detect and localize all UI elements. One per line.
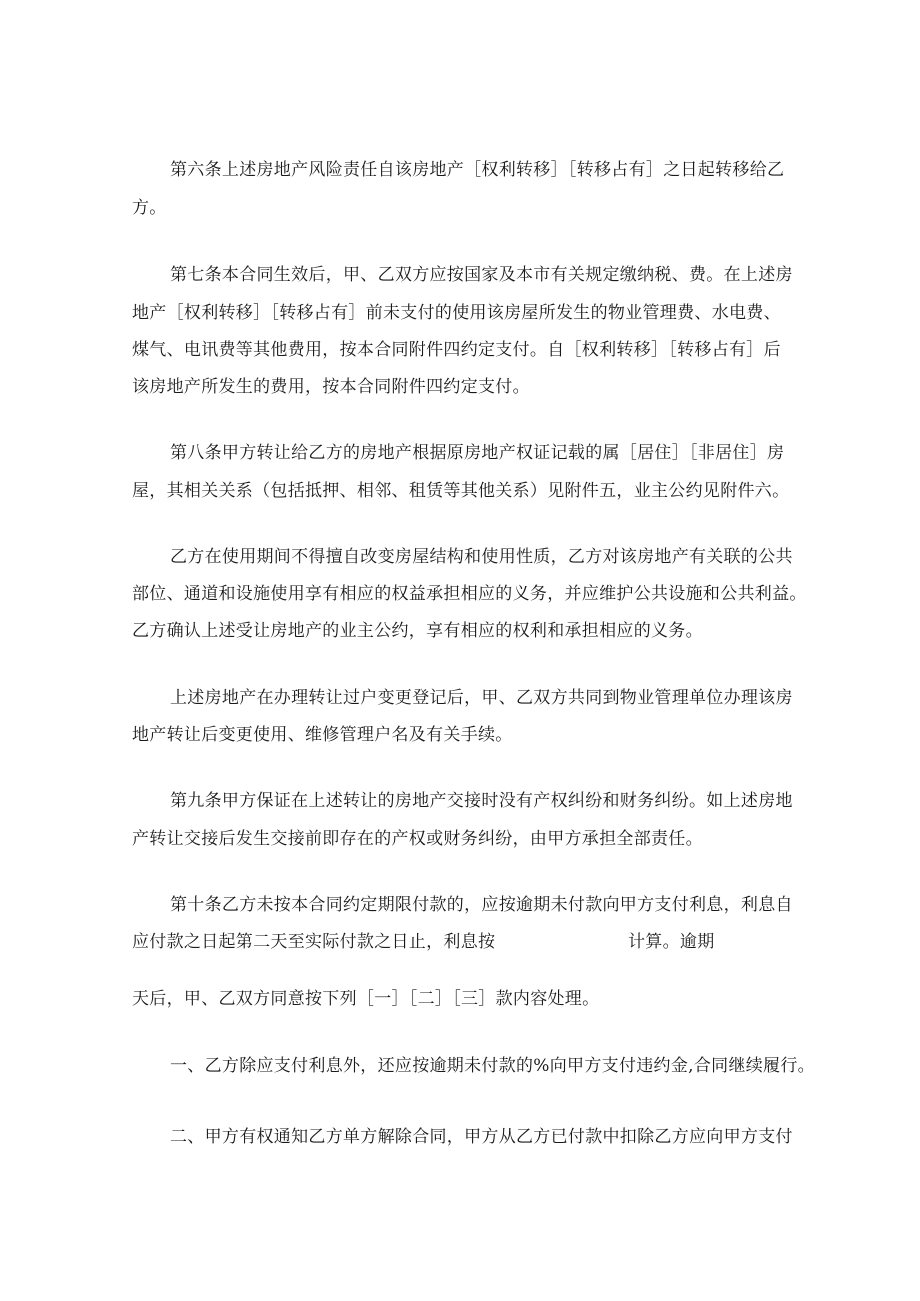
article-7-line-1: 第七条本合同生效后，甲、乙双方应按国家及本市有关规定缴纳税、费。在上述房 — [170, 265, 793, 285]
clause-1-line: 一、乙方除应支付利息外，还应按逾期未付款的%向甲方支付违约金,合同继续履行。 — [170, 1056, 815, 1076]
article-7-line-4: 该房地产所发生的费用，按本合同附件四约定支付。 — [132, 377, 530, 397]
article-8-line-2: 屋，其相关关系（包括抵押、相邻、租赁等其他关系）见附件五，业主公约见附件六。 — [132, 481, 790, 501]
article-9-line-1: 第九条甲方保证在上述转让的房地产交接时没有产权纠纷和财务纠纷。如上述房地 — [170, 791, 793, 811]
article-6-line-1: 第六条上述房地产风险责任自该房地产［权利转移］［转移占有］之日起转移给乙 — [170, 160, 785, 180]
paragraph-use-line-3: 乙方确认上述受让房地产的业主公约，享有相应的权利和承担相应的义务。 — [132, 621, 703, 641]
article-6-line-2: 方。 — [132, 198, 167, 218]
article-7-line-2: 地产［权利转移］［转移占有］前未支付的使用该房屋所发生的物业管理费、水电费、 — [132, 303, 781, 323]
paragraph-transfer-line-2: 地产转让后变更使用、维修管理户名及有关手续。 — [132, 725, 513, 745]
clause-2-line: 二、甲方有权通知乙方单方解除合同，甲方从乙方已付款中扣除乙方应向甲方支付 — [170, 1127, 793, 1147]
article-7-line-3: 煤气、电讯费等其他费用，按本合同附件四约定支付。自［权利转移］［转移占有］后 — [132, 340, 781, 360]
article-10-line-2-end: 计算。逾期 — [628, 932, 715, 952]
paragraph-use-line-2: 部位、通道和设施使用享有相应的权益承担相应的义务，并应维护公共设施和公共利益。 — [132, 584, 807, 604]
article-9-line-2: 产转让交接后发生交接前即存在的产权或财务纠纷，由甲方承担全部责任。 — [132, 829, 703, 849]
article-10-line-1: 第十条乙方未按本合同约定期限付款的，应按逾期未付款向甲方支付利息，利息自 — [170, 895, 793, 915]
paragraph-transfer-line-1: 上述房地产在办理转让过户变更登记后，甲、乙双方共同到物业管理单位办理该房 — [170, 688, 793, 708]
article-10-line-3: 天后，甲、乙双方同意按下列［一］［二］［三］款内容处理。 — [132, 989, 600, 1009]
article-8-line-1: 第八条甲方转让给乙方的房地产根据原房地产权证记载的属［居住］［非居住］房 — [170, 443, 785, 463]
article-10-line-2-start: 应付款之日起第二天至实际付款之日止，利息按 — [132, 932, 496, 952]
paragraph-use-line-1: 乙方在使用期间不得擅自改变房屋结构和使用性质，乙方对该房地产有关联的公共 — [170, 547, 793, 567]
